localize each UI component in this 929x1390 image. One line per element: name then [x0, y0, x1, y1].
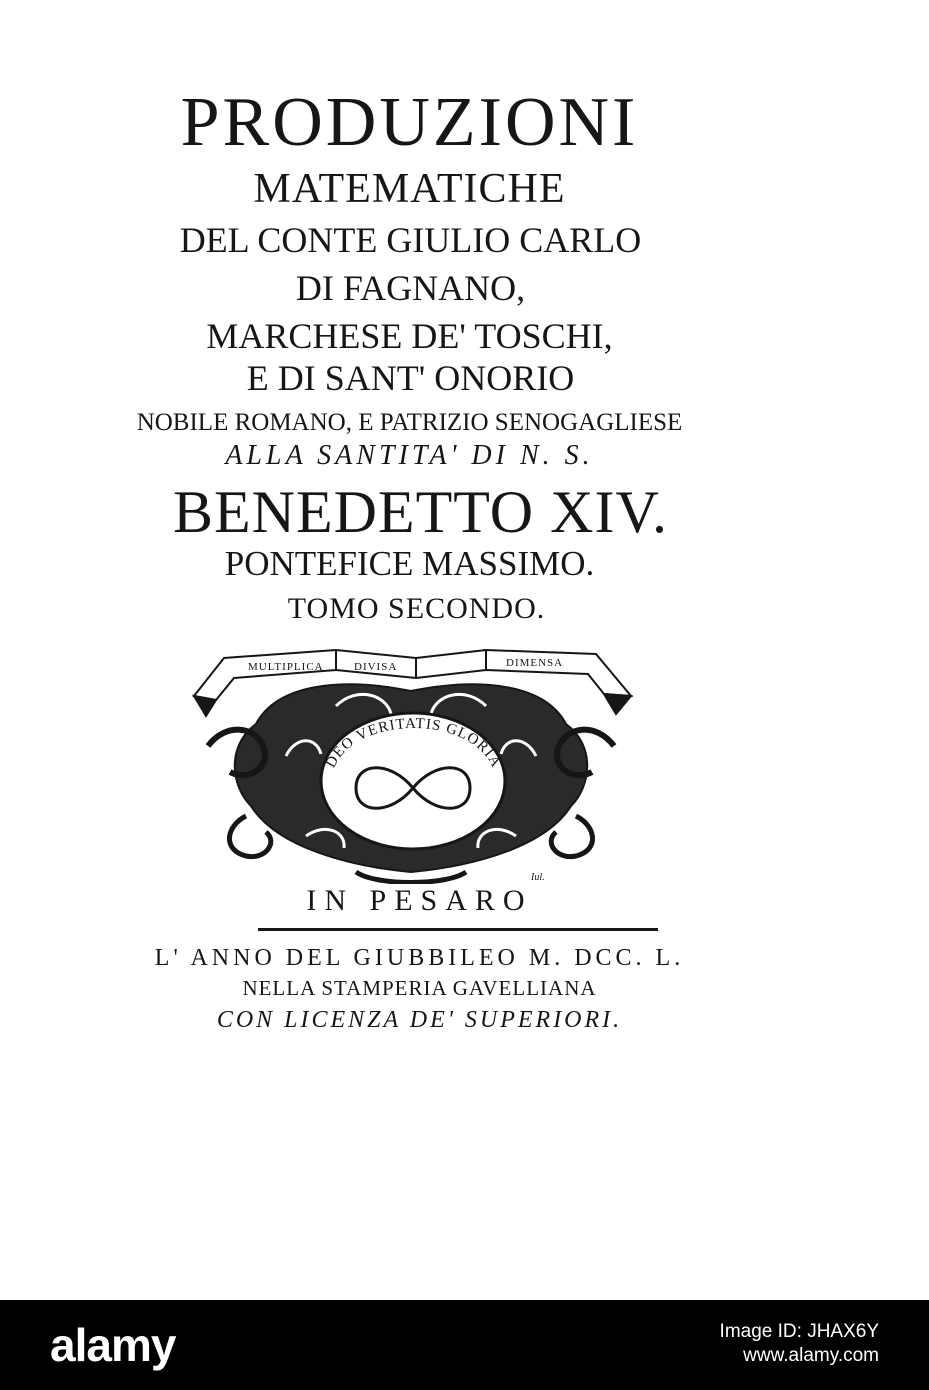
imprint-place: IN PESARO — [306, 884, 533, 917]
imprint-year: L' ANNO DEL GIUBBILEO M. DCC. L. — [154, 945, 685, 971]
image-id: Image ID: JHAX6Y — [719, 1321, 879, 1342]
image-reference — [720, 1320, 879, 1368]
volume-line: TOMO SECONDO. — [287, 592, 546, 625]
site-url: www.alamy.com — [743, 1344, 879, 1366]
imprint-license: CON LICENZA DE' SUPERIORI. — [216, 1007, 623, 1033]
printer-emblem — [186, 636, 636, 884]
pope-title: PONTEFICE MASSIMO. — [224, 544, 595, 583]
imprint-rule — [258, 928, 658, 931]
author-line-1: DEL CONTE GIULIO CARLO — [179, 220, 642, 260]
pope-name: BENEDETTO XIV. — [172, 479, 669, 545]
engraver-signature: Iul. — [531, 872, 545, 883]
motto-text: DEO VERITATIS GLORIA — [322, 715, 505, 771]
dedication-line: ALLA SANTITA' DI N. S. — [225, 440, 594, 471]
author-line-2: DI FAGNANO, — [295, 268, 526, 308]
book-title: PRODUZIONI — [180, 84, 639, 161]
book-subtitle: MATEMATICHE — [253, 166, 566, 212]
watermark-footer — [0, 1300, 929, 1390]
banner-word-1: MULTIPLICA — [248, 661, 324, 673]
author-line-3: MARCHESE DE' TOSCHI, — [206, 316, 613, 356]
author-line-4: E DI SANT' ONORIO — [246, 358, 575, 398]
banner-word-3: DIMENSA — [506, 657, 564, 669]
alamy-logo: alamy — [50, 1319, 176, 1371]
imprint-printer: NELLA STAMPERIA GAVELLIANA — [242, 976, 597, 1000]
author-line-5: NOBILE ROMANO, E PATRIZIO SENOGAGLIESE — [136, 409, 683, 436]
banner-word-2: DIVISA — [354, 661, 398, 673]
